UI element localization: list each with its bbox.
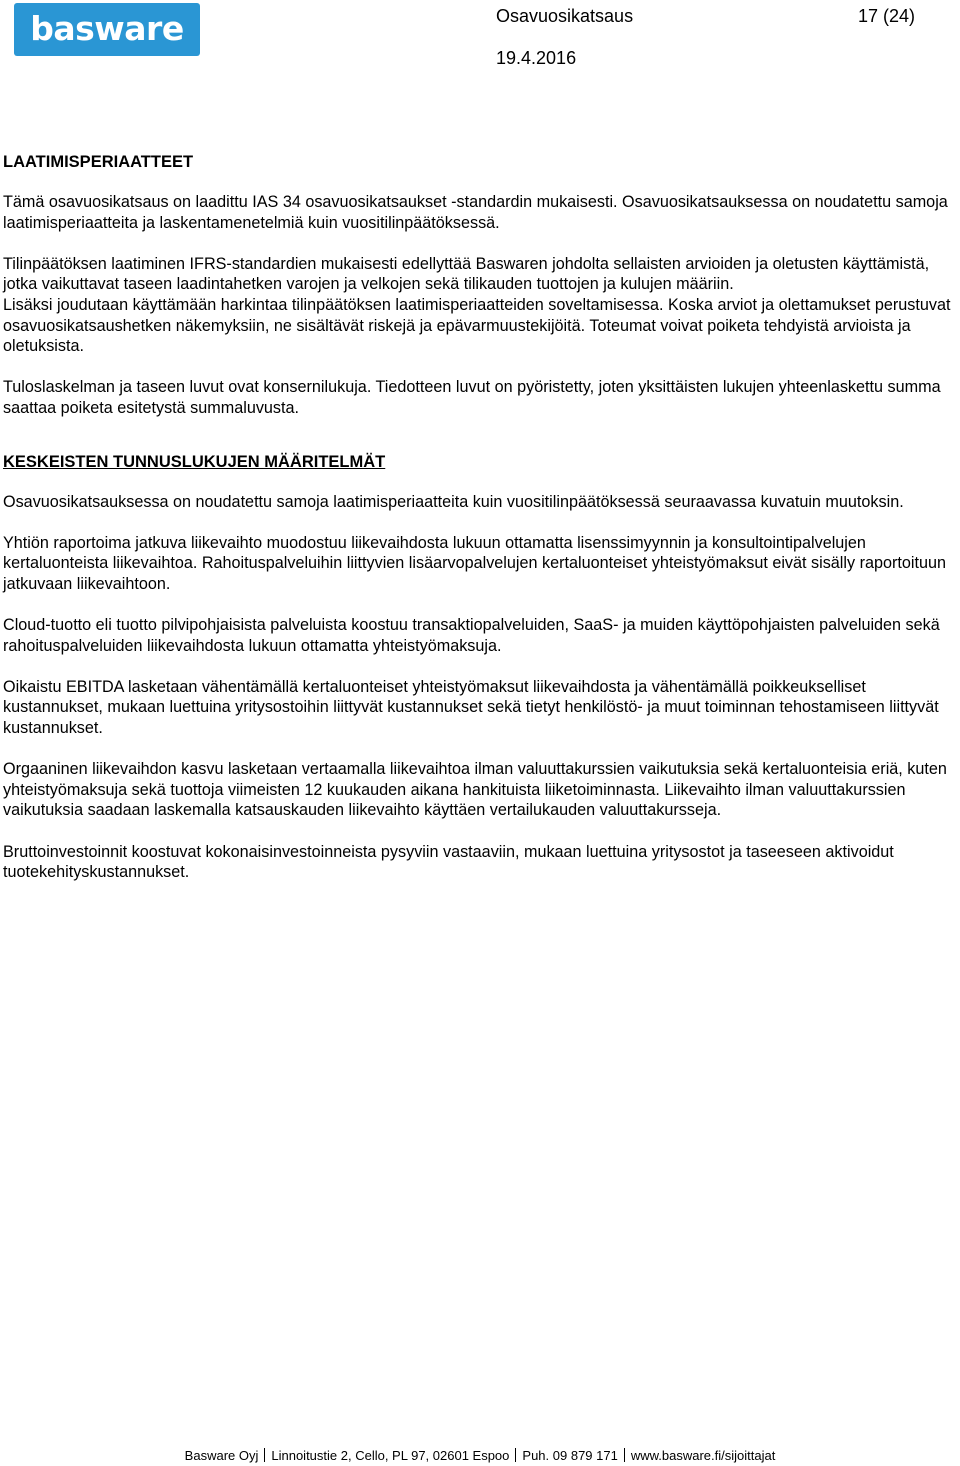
paragraph: Osavuosikatsauksessa on noudatettu samoja laatimisperiaatteita kuin vuositilinpäätöksessä seuraavassa kuvatuin muutoksin. bbox=[3, 492, 904, 511]
paragraph: Orgaaninen liikevaihdon kasvu lasketaan vertaamalla liikevaihtoa ilman valuuttakurssien vaikutuksia sekä kertaluonteisia eriä, kuten yhteistyömaksuja sekä tuottoja viimeisten 12 kuukauden aikana hankituista liiketoiminnasta. Liikevaihto ilman valuuttakurssien vaikutuksia saadaan laskemalla katsauskauden liikevaihto käyttäen vertailukauden valuuttakursseja. bbox=[3, 760, 947, 820]
paragraph: Yhtiön raportoima jatkuva liikevaihto muodostuu liikevaihdosta lukuun ottamatta lisenssimyynnin ja konsultointipalvelujen kertaluonteista liikevaihtoa. Rahoituspalveluihin liittyvien lisäarvopalvelujen kertaluonteiset yhteistyömaksut eivät sisälly raportoituun jatkuvaan liikevaihtoon. bbox=[3, 533, 946, 593]
section-heading-accounting-principles: LAATIMISPERIAATTEET bbox=[3, 153, 194, 171]
footer-separator bbox=[515, 1448, 516, 1462]
page-footer bbox=[0, 1448, 960, 1464]
section-heading-key-figures-definitions: KESKEISTEN TUNNUSLUKUJEN MÄÄRITELMÄT bbox=[3, 452, 386, 471]
paragraph: Lisäksi joudutaan käyttämään harkintaa tilinpäätöksen laatimisperiaatteiden soveltamisessa. Koska arviot ja olettamukset perustuvat osavuosikatsaushetken näkemyksiin, ne sisältävät riskejä ja epävarmuustekijöitä. Toteumat voivat poiketa tehdyistä arvioista ja oletuksista. bbox=[3, 295, 951, 356]
footer-address: Linnoitustie 2, Cello, PL 97, 02601 Espoo bbox=[271, 1448, 510, 1463]
footer-separator bbox=[264, 1448, 265, 1462]
footer-web-link[interactable]: www.basware.fi/sijoittajat bbox=[630, 1448, 776, 1463]
paragraph: Tämä osavuosikatsaus on laadittu IAS 34 osavuosikatsaukset -standardin mukaisesti. Osavuosikatsauksessa on noudatettu samoja laatimisperiaatteita ja laskentamenetelmiä kuin vuositilinpäätöksessä. bbox=[3, 193, 948, 232]
basware-logo bbox=[14, 3, 200, 56]
logo-text: basware bbox=[30, 9, 184, 48]
footer-company: Basware Oyj bbox=[184, 1448, 259, 1463]
page-number: 17 (24) bbox=[858, 6, 916, 26]
footer-separator bbox=[624, 1448, 625, 1462]
paragraph: Cloud-tuotto eli tuotto pilvipohjaisista palveluista koostuu transaktiopalveluiden, SaaS- ja muiden käyttöpohjaisten palveluiden sekä rahoituspalveluiden liikevaihdosta lukuun ottamatta yhteistyömaksuja. bbox=[3, 616, 940, 655]
paragraph: Bruttoinvestoinnit koostuvat kokonaisinvestoinneista pysyviin vastaaviin, mukaan luettuina yritysostot ja taseeseen aktivoidut tuotekehityskustannukset. bbox=[3, 842, 894, 882]
document-date: 19.4.2016 bbox=[496, 48, 577, 68]
paragraph: Tuloslaskelman ja taseen luvut ovat konsernilukuja. Tiedotteen luvut on pyöristetty, joten yksittäisten lukujen yhteenlaskettu summa saattaa poiketa esitetystä summaluvusta. bbox=[3, 378, 941, 417]
paragraph: Tilinpäätöksen laatiminen IFRS-standardien mukaisesti edellyttää Baswaren johdolta sellaisten arvioiden ja oletusten käyttämistä, jotka vaikuttavat taseen laadintahetken varojen ja velkojen sekä tilikauden tuottojen ja kulujen määriin. bbox=[3, 254, 930, 294]
document-title: Osavuosikatsaus bbox=[496, 6, 634, 26]
footer-phone: Puh. 09 879 171 bbox=[522, 1448, 618, 1463]
basware-logo-wordmark bbox=[22, 10, 192, 50]
document-body bbox=[3, 152, 958, 903]
paragraph: Oikaistu EBITDA lasketaan vähentämällä kertaluonteiset yhteistyömaksut liikevaihdosta ja vähentämällä poikkeukselliset kustannukset, mukaan luettuina yritysostoihin liittyvät kustannukset sekä tietyt henkilöstö- ja muut toiminnan tehostamiseen liittyvät kustannukset. bbox=[3, 677, 939, 738]
